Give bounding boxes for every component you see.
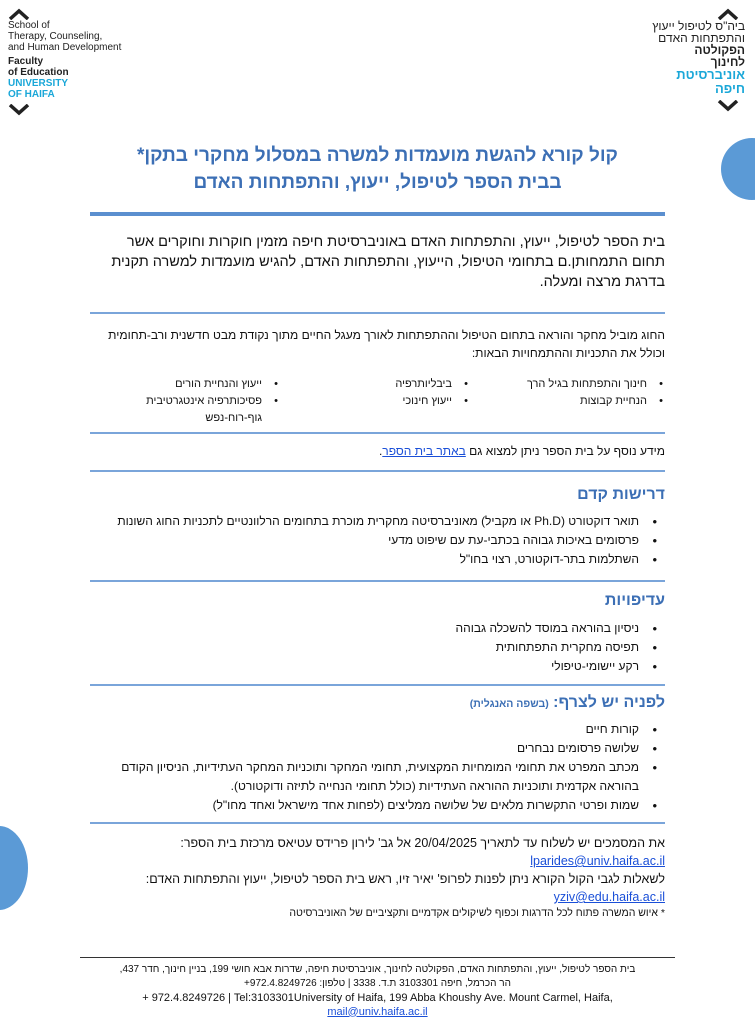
- about-paragraph: החוג מוביל מחקר והוראה בתחום הטיפול וההתפתחות לאורך מעגל החיים מתוך נקודת מבט חדשנית ורב-תחומית וכולל את התכניות וההתמחויות הבאות:: [108, 328, 665, 360]
- program-item: • הנחיית קבוצות: [495, 393, 665, 410]
- school-website-link[interactable]: באתר בית הספר: [382, 444, 466, 458]
- preferences-list: [90, 619, 665, 676]
- program-item: • ביבליותרפיה: [350, 376, 470, 393]
- more-info-text: מידע נוסף על בית הספר ניתן למצוא גם: [465, 444, 665, 458]
- programs-column-2: [350, 376, 470, 410]
- logo-he-faculty: הפקולטה: [694, 43, 745, 57]
- divider: [90, 684, 665, 686]
- logo-he-line: והתפתחות האדם: [658, 31, 745, 45]
- list-item: • מכתב המפרט את תחומי המומחיות המקצועית, תחומי המחקר ותוכניות המחקר העתידיות, הניסיון הקודם בהוראה אקדמית ותוכניות ההוראה העתידיות (כולל תחומי הנחייה לתיזה ודוקטורט).: [90, 758, 665, 796]
- requirements-heading: דרישות קדם: [577, 486, 665, 503]
- footnote: * איוש המשרה פתוח לכל הדרגות וכפוף לשיקולים אקדמיים ותקציביים של האוניברסיטה: [289, 907, 665, 919]
- attachments-list: [90, 720, 665, 815]
- divider: [90, 470, 665, 472]
- list-item: • שלושה פרסומים נבחרים: [90, 739, 665, 758]
- chevron-down-icon: [8, 104, 30, 116]
- list-item: • פרסומים באיכות גבוהה בכתבי-עת עם שיפוט מדעי: [90, 531, 665, 550]
- logo-en-line: and Human Development: [8, 42, 122, 53]
- attachments-heading: [90, 694, 665, 712]
- chevron-up-icon: [8, 8, 30, 20]
- divider: [90, 822, 665, 824]
- divider: [90, 432, 665, 434]
- email-link-coordinator[interactable]: lparides@univ.haifa.ac.il: [530, 854, 665, 868]
- divider: [90, 212, 665, 216]
- logo-english: [8, 8, 168, 116]
- list-item: • קורות חיים: [90, 720, 665, 739]
- divider: [90, 580, 665, 582]
- chevron-down-icon: [717, 100, 739, 112]
- program-item: • פסיכותרפיה אינטגרטיבית גוף-רוח-נפש: [90, 393, 280, 427]
- footer-address-en: + 972.4.8249726 | Tel:3103301University of Haifa, 199 Abba Khoushy Ave. Mount Carmel, Haifa,: [142, 992, 613, 1004]
- email-link-head[interactable]: yziv@edu.haifa.ac.il: [553, 890, 665, 904]
- logo-en-university: UNIVERSITY: [8, 78, 69, 89]
- more-info-suffix: .: [378, 444, 383, 458]
- requirements-list: [90, 512, 665, 569]
- title-line-1: קול קורא להגשת מועמדות למשרה במסלול מחקרי בתקן*: [137, 145, 618, 166]
- preferences-heading: עדיפויות: [604, 592, 665, 609]
- logo-en-faculty: Faculty: [8, 56, 44, 67]
- list-item: • ניסיון בהוראה במוסד להשכלה גבוהה: [90, 619, 665, 638]
- logo-he-university: חיפה: [714, 81, 745, 96]
- footer-email-link[interactable]: mail@univ.haifa.ac.il: [327, 1005, 428, 1018]
- logo-en-university: OF HAIFA: [8, 89, 55, 100]
- programs-column-1: [495, 376, 665, 410]
- contact-section: [90, 834, 665, 906]
- program-item: • ייעוץ והנחיית הורים: [90, 376, 280, 393]
- intro-paragraph: בית הספר לטיפול, ייעוץ, והתפתחות האדם באוניברסיטת חיפה מזמין חוקרות וחוקרים אשר תחום התמחותן.ם בתחומי הטיפול, הייעוץ, והתפתחות האדם, להגיש מועמדות למשרה תקנית בדרגת מרצה ומעלה.: [111, 234, 665, 290]
- list-item: • תפיסה מחקרית התפתחותית: [90, 638, 665, 657]
- decorative-circle-left: [0, 826, 28, 910]
- footer-address-he-2: הר הכרמל, חיפה 3103301 ת.ד. 3338 | טלפון: 972.4.8249726+: [244, 977, 511, 989]
- attachments-language-note: (בשפה האנגלית): [469, 698, 549, 710]
- programs-column-3: [90, 376, 280, 427]
- list-item: • השתלמות בתר-דוקטורט, רצוי בחו"ל: [90, 550, 665, 569]
- list-item: • שמות ופרטי התקשרות מלאים של שלושה ממליצים (לפחות אחד מישראל ואחד מחו"ל): [90, 796, 665, 815]
- contact-line-1: את המסמכים יש לשלוח עד לתאריך 20/04/2025 אל גב' לירון פרידס עטיאס מרכזת בית הספר:: [180, 836, 665, 850]
- footer-address-he: בית הספר לטיפול, ייעוץ, והתפתחות האדם, הפקולטה לחינוך, אוניברסיטת חיפה, שדרות אבא חושי 199, בניין חינוך, חדר 437,: [119, 964, 636, 975]
- program-item: • ייעוץ חינוכי: [350, 393, 470, 410]
- footer-divider: [80, 957, 675, 958]
- title-line-2: בבית הספר לטיפול, ייעוץ, והתפתחות האדם: [193, 172, 562, 193]
- attachments-heading-text: לפניה יש לצרף:: [553, 694, 665, 711]
- logo-he-line: ביה"ס לטיפול ייעוץ: [652, 19, 745, 33]
- divider: [90, 312, 665, 314]
- page-title: [90, 142, 665, 196]
- logo-he-university: אוניברסיטת: [676, 67, 745, 82]
- logo-en-line: School of: [8, 20, 50, 31]
- contact-line-2: לשאלות לגבי הקול הקורא ניתן לפנות לפרופ' יאיר זיו, ראש בית הספר לטיפול, ייעוץ והתפתחות האדם:: [145, 872, 665, 886]
- logo-en-line: Therapy, Counseling,: [8, 31, 103, 42]
- footer: [80, 963, 675, 1019]
- logo-en-faculty: of Education: [8, 67, 69, 78]
- decorative-circle-right: [721, 138, 755, 200]
- program-item: • חינוך והתפתחות בגיל הרך: [495, 376, 665, 393]
- list-item: • תואר דוקטורט (Ph.D או מקביל) מאוניברסיטה מחקרית מוכרת בתחומים הרלוונטיים לתכניות החוג השונות: [90, 512, 665, 531]
- logo-he-faculty: לחינוך: [710, 55, 745, 69]
- list-item: • רקע יישומי-טיפולי: [90, 657, 665, 676]
- logo-hebrew: [595, 8, 745, 112]
- more-info: [90, 444, 665, 458]
